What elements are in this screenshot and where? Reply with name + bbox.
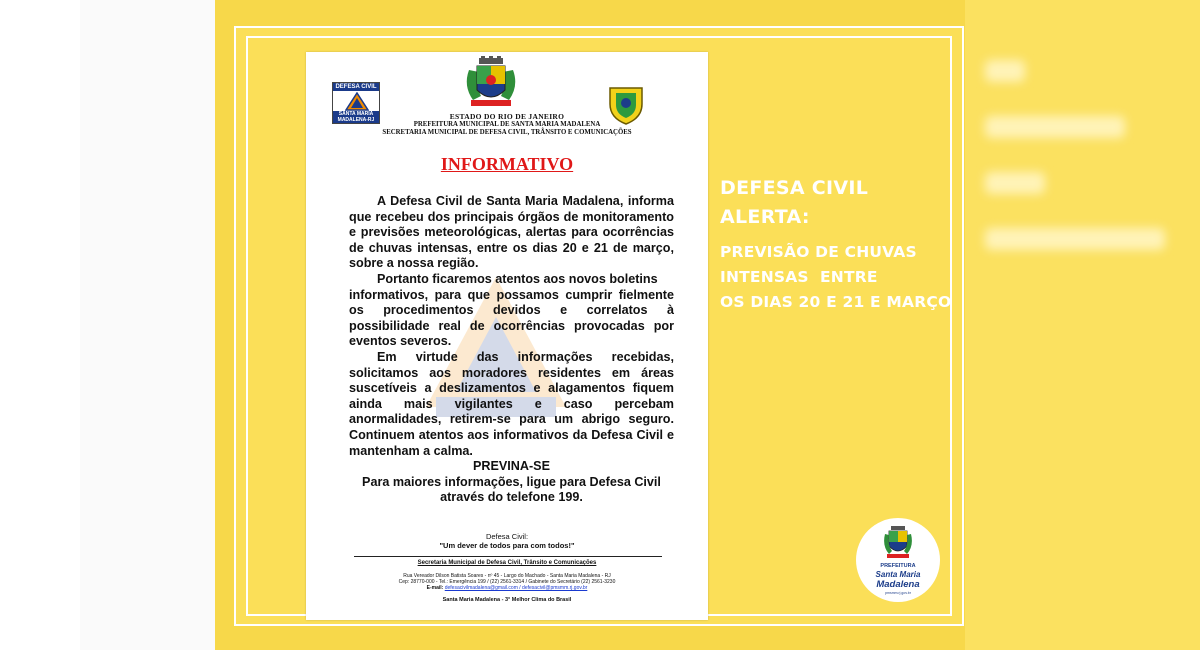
- prefeitura-label: PREFEITURA: [880, 563, 916, 569]
- contact-info: Para maiores informações, ligue para Defesa Civil através do telefone 199.: [362, 474, 661, 505]
- body-paragraph-2a: Portanto ficaremos atentos aos novos boletins: [377, 271, 658, 286]
- footer-address: Rua Vereador Dilson Batista Soares - nº 45 - Largo do Machado - Santa Maria Madalena - RJ: [403, 573, 611, 579]
- alert-line-4: INTENSAS ENTRE: [720, 268, 878, 286]
- body-paragraph-1: A Defesa Civil de Santa Maria Madalena, informa que recebeu dos principais órgãos de monitoramento e previsões meteorológicas, alertas para ocorrências de chuvas intensas, entre os dias 20 e 21 de março, sobre a nossa região.: [349, 194, 674, 271]
- prefeitura-name-2: Madalena: [876, 579, 920, 590]
- footer-email-label: E-mail:: [426, 585, 444, 591]
- alert-line-1: DEFESA CIVIL: [720, 177, 869, 199]
- document-title: INFORMATIVO: [440, 154, 574, 174]
- defesa-civil-logo-top-text: DEFESA CIVIL: [333, 83, 379, 91]
- alert-line-5: OS DIAS 20 E 21 E MARÇO: [720, 293, 952, 311]
- header-city: PREFEITURA MUNICIPAL DE SANTA MARIA MADALENA: [413, 121, 601, 128]
- background-left: [0, 0, 215, 650]
- alert-text-block: [720, 174, 970, 315]
- header-state: ESTADO DO RIO DE JANEIRO: [449, 112, 565, 121]
- footer-email-line: [306, 585, 708, 591]
- card-inner-frame: [246, 36, 952, 616]
- prefeitura-crest-icon: [883, 526, 913, 560]
- municipal-crest-icon: [461, 56, 521, 110]
- body-paragraph-2b: informativos, para que possamos cumprir fielmente os procedimentos devidos e correlatos à possibilidade real de ocorrências provocadas por eventos severos.: [349, 287, 674, 349]
- defesa-civil-logo-bottom-text: SANTA MARIA MADALENA-RJ: [333, 111, 379, 123]
- prefeitura-site: pmsmm.rj.gov.br: [885, 591, 911, 595]
- background-blur-text-right: [985, 60, 1165, 284]
- footer-phones: Cep: 28770-000 - Tel.: Emergência 199 / (22) 2561-3314 / Gabinete do Secretário (22) 2561-3230: [398, 579, 616, 585]
- header-secretariat: SECRETARIA MUNICIPAL DE DEFESA CIVIL, TRÂNSITO E COMUNICAÇÕES: [382, 129, 632, 136]
- footer-slogan: Santa Maria Madalena - 3° Melhor Clima do Brasil: [442, 597, 572, 603]
- footer-divider: [354, 556, 662, 557]
- footer-secretariat: Secretaria Municipal de Defesa Civil, Trânsito e Comunicações: [417, 560, 597, 566]
- background-right-blur: [965, 0, 1200, 650]
- document-body: [349, 194, 674, 506]
- body-paragraph-3: Em virtude das informações recebidas, solicitamos aos moradores residentes em áreas suscetíveis a deslizamentos e alagamentos fiquem ainda mais vigilantes e caso percebam anormalidades, retirem-se para um abrigo seguro. Continuem atentos aos informativos da Defesa Civil e mantenham a calma.: [349, 349, 674, 458]
- background-blur-strip: [80, 0, 215, 650]
- prefeitura-logo: [856, 518, 940, 602]
- footer-email-link[interactable]: defesacivilmadalena@gmail.com / defesacivil@pmsmm.rj.gov.br: [444, 585, 588, 591]
- previna-se: PREVINA-SE: [473, 459, 550, 474]
- announcement-card: [234, 26, 964, 626]
- prefeitura-name-1: Santa Maria: [875, 570, 921, 579]
- alert-line-2: ALERTA:: [720, 206, 810, 228]
- informativo-document: [306, 52, 708, 620]
- motto-label: Defesa Civil:: [485, 532, 529, 541]
- defesa-civil-emblem-icon: [345, 92, 369, 112]
- alert-line-3: PREVISÃO DE CHUVAS: [720, 243, 917, 261]
- motto-text: "Um dever de todos para com todos!": [439, 541, 575, 550]
